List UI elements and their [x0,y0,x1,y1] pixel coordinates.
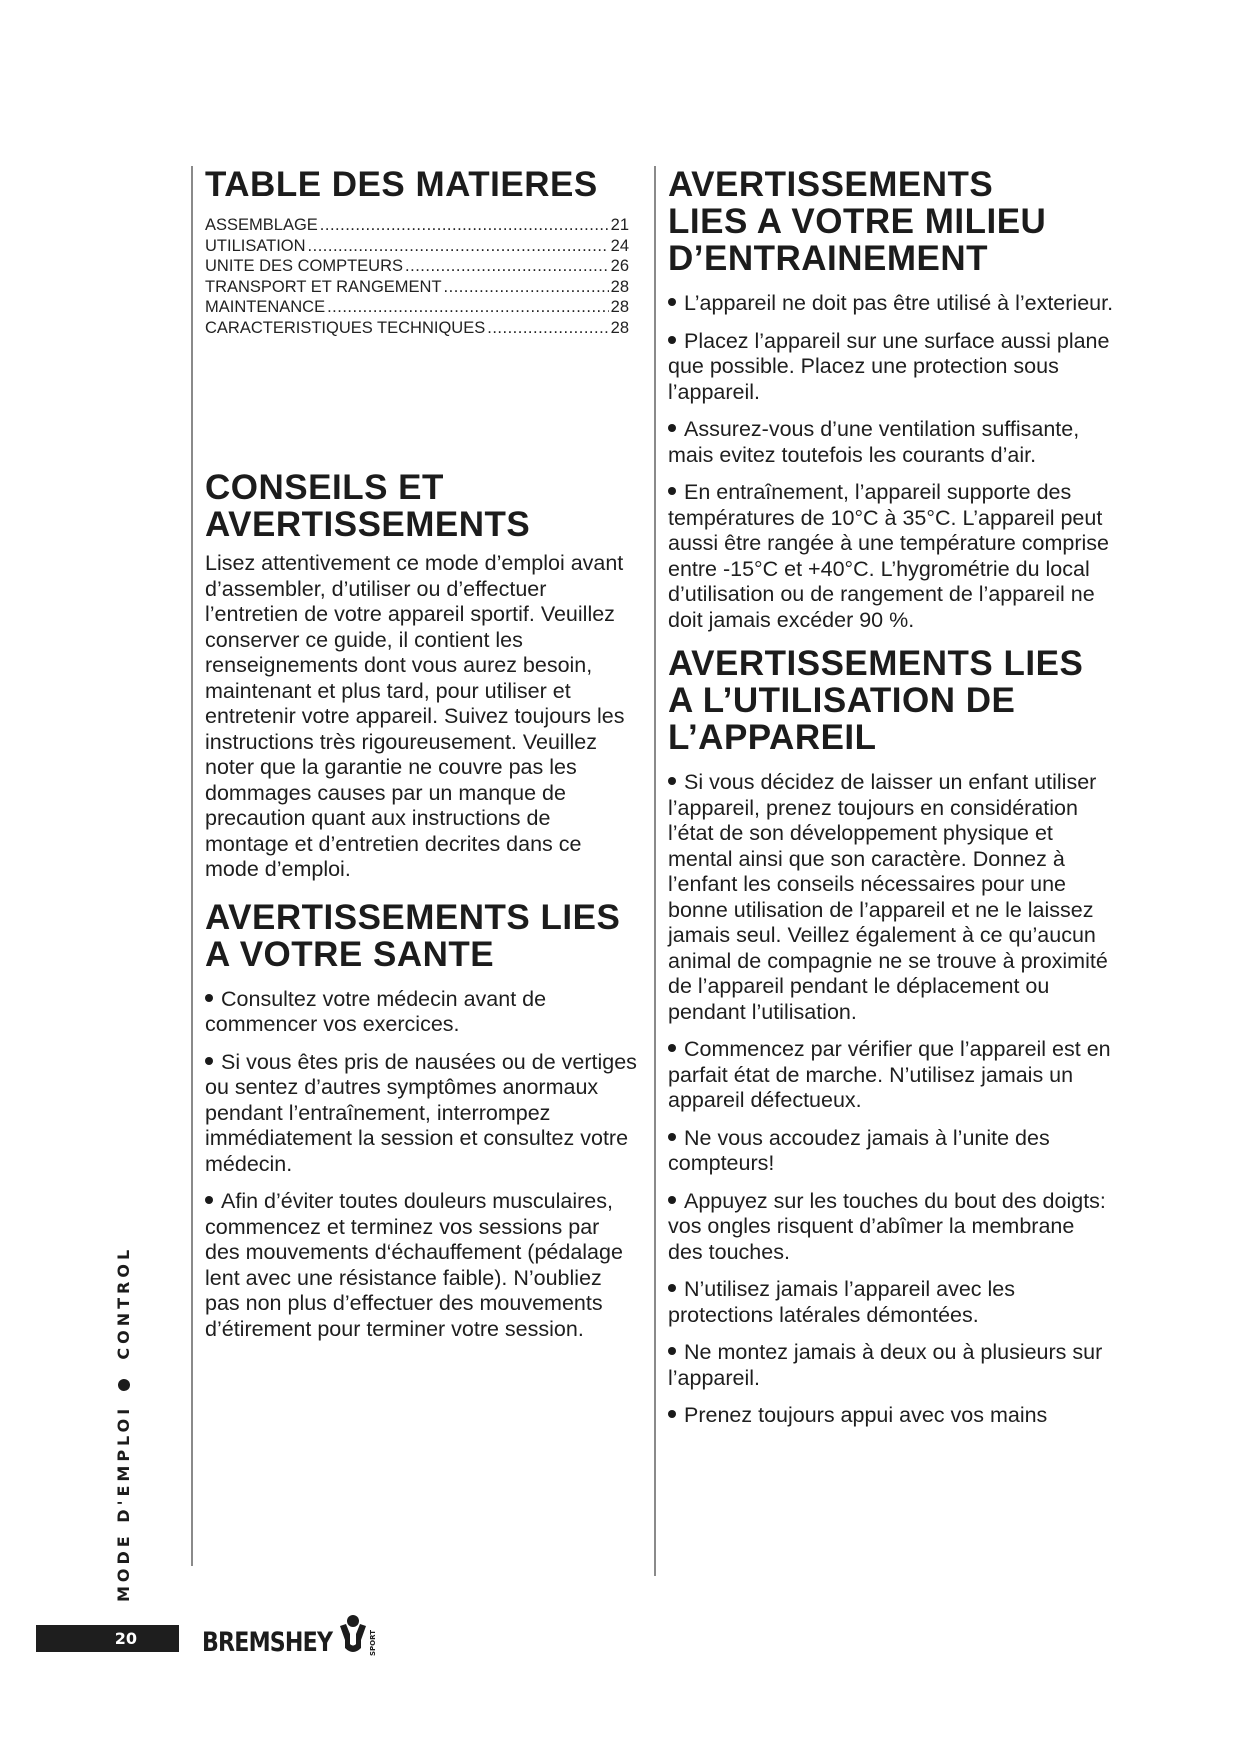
bullet-icon [668,1133,676,1141]
bullet-item [668,480,1114,633]
bullet-text: Afin d’éviter toutes douleurs musculaires, commencez et terminez vos sessions par des mouvements d‘échauffement (pédalage lent avec une résistance faible). N’oubliez pas non plus d’effectuer des mouvements d’étirement pour terminer votre session. [205,1189,623,1341]
bremshey-logo [202,1612,377,1656]
toc-entry[interactable] [205,256,629,277]
bullet-item [668,770,1114,1025]
bullet-icon [668,1284,676,1292]
bullet-text: N’utilisez jamais l’appareil avec les protections latérales démontées. [668,1277,1015,1327]
bullet-item [668,291,1114,317]
bullet-text: Assurez-vous d’une ventilation suffisante, mais evitez toutefois les courants d’air. [668,417,1080,467]
bullet-item [668,1037,1114,1114]
section-title-line: A L’UTILISATION DE [668,681,1016,720]
bullet-item [668,417,1114,468]
bullet-icon [205,1057,213,1065]
section-sante [205,899,637,1343]
section-title-line: D’ENTRAINEMENT [668,239,989,278]
bullet-text: Ne vous accoudez jamais à l’unite des compteurs! [668,1125,1050,1175]
bullet-item [668,1277,1114,1328]
bullet-icon [668,1196,676,1204]
side-running-header [114,1246,133,1602]
bullet-item [205,1050,637,1178]
person-figure-icon [338,1614,368,1656]
bullet-text: Ne montez jamais à deux ou à plusieurs sur l’appareil. [668,1340,1103,1390]
section-title-line: AVERTISSEMENTS LIES [668,644,1084,683]
toc-leader-dots [320,215,609,236]
toc-leader-dots [327,297,609,318]
page-number: 20 [36,1625,179,1652]
toc-entry-page: 28 [610,277,629,296]
bullet-text: Placez l’appareil sur une surface aussi plane que possible. Placez une protection sous l’appareil. [668,328,1110,404]
bullet-icon [668,1410,676,1418]
bullet-item [668,1340,1114,1391]
section-title-line: L’APPAREIL [668,718,877,757]
toc-entry-page: 21 [610,216,629,234]
toc-entry-page: 28 [610,298,629,316]
separator-dot-icon [118,1379,130,1391]
toc-entry[interactable] [205,318,629,339]
toc-entry-label: UNITE DES COMPTEURS [205,257,404,275]
toc-title: TABLE DES MATIERES [205,165,598,204]
bullet-icon [668,1044,676,1052]
toc-entry[interactable] [205,236,629,257]
section-milieu [668,166,1114,633]
toc-entry-label: MAINTENANCE [205,298,326,316]
toc-entry-label: ASSEMBLAGE [205,216,318,234]
section-conseils [205,469,637,883]
toc-entry-page: 28 [610,318,629,337]
left-column [191,166,637,1566]
table-of-contents [205,215,637,338]
right-column [654,166,1114,1576]
side-label-control: CONTROL [114,1245,133,1360]
intro-paragraph: Lisez attentivement ce mode d’emploi avant d’assembler, d’utiliser ou d’effectuer l’entretien de votre appareil sportif. Veuillez conserver ce guide, il contient les renseignements dont vous aurez besoin, maintenant et plus tard, pour utiliser et entretenir votre appareil. Suivez toujours les instructions très rigoureusement. Veuillez noter que la garantie ne couvre pas les dommages causes par un manque de precaution quant aux instructions de montage et d’entretien decrites dans ce mode d’emploi. [205,551,625,881]
bullet-text: Consultez votre médecin avant de commencer vos exercices. [205,986,547,1036]
section-title-line: A VOTRE SANTE [205,934,495,974]
section-title [205,899,637,973]
toc-entry-label: CARACTERISTIQUES TECHNIQUES [205,318,486,337]
bullet-item [668,1126,1114,1177]
bullet-icon [205,1196,213,1204]
section-title-line: LIES A VOTRE MILIEU [668,202,1047,241]
bullet-text: L’appareil ne doit pas être utilisé à l’exterieur. [684,291,1114,315]
bullet-icon [668,1347,676,1355]
bullet-item [668,329,1114,406]
toc-leader-dots [487,318,608,339]
bullet-icon [205,994,213,1002]
toc-entry-page: 26 [610,257,629,275]
section-title-line: CONSEILS ET [205,468,444,507]
toc-entry-label: UTILISATION [205,236,306,255]
section-title [205,469,637,543]
bullet-text: En entraînement, l’appareil supporte des températures de 10°C à 35°C. L’appareil peut aussi être rangée à une température comprise entre -15°C et +40°C. L’hygrométrie du local d’utilisation ou de rangement de l’appareil ne doit jamais excéder 90 %. [668,480,1109,632]
bullet-icon [668,298,676,306]
toc-entry-page: 24 [610,236,629,255]
bullet-icon [668,487,676,495]
bullet-item [205,987,637,1038]
section-utilisation [668,645,1114,1429]
bullet-icon [668,777,676,785]
section-title-line: AVERTISSEMENTS [205,505,531,544]
toc-entry-label: TRANSPORT ET RANGEMENT [205,277,442,296]
section-title [668,166,1114,277]
section-title-line: AVERTISSEMENTS LIES [205,897,621,937]
bullet-text: Si vous décidez de laisser un enfant utiliser l’appareil, prenez toujours en considération l’état de son développement physique et mental ainsi que son caractère. Donnez à l’enfant les conseils nécessaires pour une bonne utilisation de l’appareil et ne le laissez jamais seul. Veillez également à ce qu’aucun animal de compagnie ne se trouve à proximité de l’appareil pendant le déplacement ou pendant l’utilisation. [668,770,1108,1024]
brand-sub: SPORT [369,1630,377,1656]
bullet-item [205,1189,637,1342]
toc-entry[interactable] [205,277,629,298]
toc-leader-dots [444,277,609,298]
bullet-item [668,1189,1114,1266]
bullet-text: Prenez toujours appui avec vos mains [684,1403,1048,1427]
toc-entry[interactable] [205,215,629,236]
bullet-icon [668,336,676,344]
section-title [668,645,1114,756]
bullet-text: Si vous êtes pris de nausées ou de vertiges ou sentez d’autres symptômes anormaux pendant l’entraînement, interrompez immédiatement la session et consultez votre médecin. [205,1049,637,1176]
bullet-icon [668,424,676,432]
section-title-line: AVERTISSEMENTS [668,165,994,204]
bullet-text: Appuyez sur les touches du bout des doigts: vos ongles risquent d’abîmer la membrane des touches. [668,1188,1106,1264]
bullet-item [668,1403,1114,1429]
toc-leader-dots [308,236,609,257]
brand-name: BREMSHEY [202,1627,333,1658]
bullet-text: Commencez par vérifier que l’appareil est en parfait état de marche. N’utilisez jamais un appareil défectueux. [668,1037,1111,1112]
toc-leader-dots [405,256,609,277]
side-label-mode-emploi: MODE D'EMPLOI [114,1404,133,1602]
toc-entry[interactable] [205,297,629,318]
